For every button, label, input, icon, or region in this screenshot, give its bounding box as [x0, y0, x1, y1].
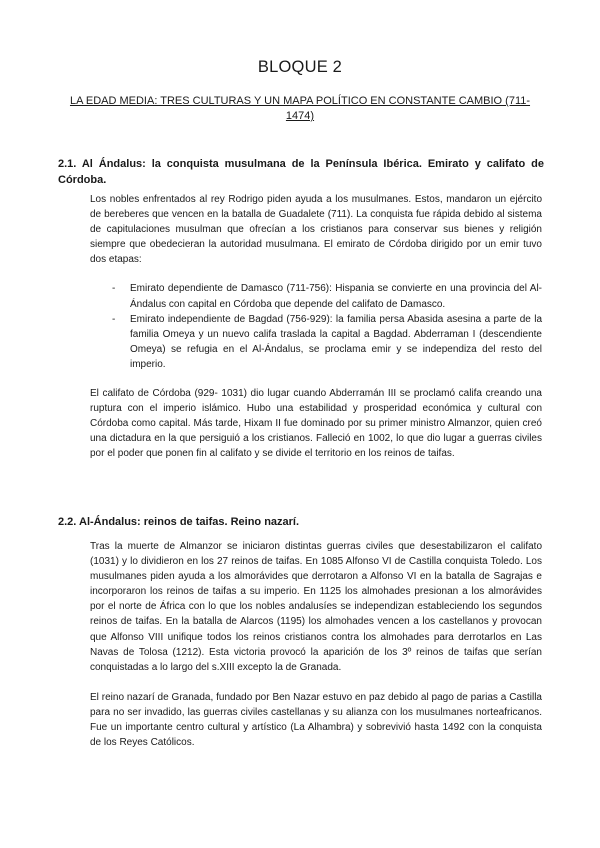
bullet-list: [90, 281, 542, 372]
section-heading-2-2: 2.2. Al-Ándalus: reinos de taifas. Reino nazarí.: [58, 516, 300, 528]
bullet-marker: -: [112, 313, 116, 325]
list-item: [90, 312, 542, 372]
bullet-marker: -: [112, 283, 116, 295]
section-heading-2-1: 2.1. Al Ándalus: la conquista musulmana de la Península Ibérica. Emirato y califato de Córdoba.: [58, 158, 544, 186]
document-title: BLOQUE 2: [257, 58, 343, 76]
list-item-text: Emirato dependiente de Damasco (711-756): Hispania se convierte en una provincia del Al-Ándalus con capital en Córdoba que depende del califato de Damasco.: [130, 283, 542, 310]
list-item: [90, 281, 542, 311]
paragraph: Los nobles enfrentados al rey Rodrigo piden ayuda a los musulmanes. Estos, mandaron un ejército de bereberes que vencen en la batalla de Guadalete (711). La conquista fue rápida debido al sistema de capitulaciones musulman que ofrecían a los cristianos para conservar sus bienes y religión siempre que obedecieran la autoridad musulmana. El emirato de Córdoba dirigido por un emir tuvo dos etapas:: [90, 194, 542, 266]
paragraph: El reino nazarí de Granada, fundado por Ben Nazar estuvo en paz debido al pago de parias a Castilla para no ser invadido, las guerras civiles castellanas y su alianza con los musulmanes norteafricanos. Fue un importante centro cultural y artístico (La Alhambra) y sobrevivió hasta 1492 con la conquista de los Reyes Católicos.: [90, 691, 542, 749]
paragraph: Tras la muerte de Almanzor se iniciaron distintas guerras civiles que desestabilizaron el califato (1031) y lo dividieron en los 27 reinos de taifas. En 1085 Alfonso VI de Castilla conquista Toledo. Los musulmanes piden ayuda a los almorávides que derrotaron a Alfonso VI en la batalla de Sagrajas e incorporaron los reinos de taifas a su imperio. En 1125 los almohades presionan a los almorávides por el norte de África con lo que los nobles andalusíes se independizan estableciendo los segundos reinos de taifas. En la batalla de Alarcos (1195) los almohades vencen a los castellanos y provocan que Alfonso VIII unifique todos los reinos cristianos contra los almohades para derrotarlos en Las Navas de Tolosa (1212). Esta victoria provocó la aparición de los 3º reinos de taifas que serían conquistadas a lo largo del s.XIII excepto la de Granada.: [90, 541, 542, 673]
section-body-2-1: [90, 192, 542, 462]
paragraph: El califato de Córdoba (929- 1031) dio lugar cuando Abderramán III se proclamó califa creando una ruptura con el imperio islámico. Hubo una estabilidad y prosperidad económica y cultural con Córdoba como capital. Más tarde, Hixam II fue dominado por su primer ministro Almanzor, quien creó una dictadura en la que persiguió a los cristianos. Falleció en 1002, lo que dio lugar a guerras civiles por el poder que ponen fin al califato y se divide el territorio en los reinos de taifas.: [90, 388, 542, 460]
section-body-2-2: [90, 539, 542, 750]
list-item-text: Emirato independiente de Bagdad (756-929): la familia persa Abasida asesina a parte de la familia Omeya y un nuevo califa traslada la capital a Bagdad. Abderraman I (descendiente Omeya) se refugia en el Al-Ándalus, se proclama emir y se independiza del resto del imperio.: [130, 313, 542, 370]
document-subtitle: LA EDAD MEDIA: TRES CULTURAS Y UN MAPA POLÍTICO EN CONSTANTE CAMBIO (711-1474): [69, 95, 531, 122]
